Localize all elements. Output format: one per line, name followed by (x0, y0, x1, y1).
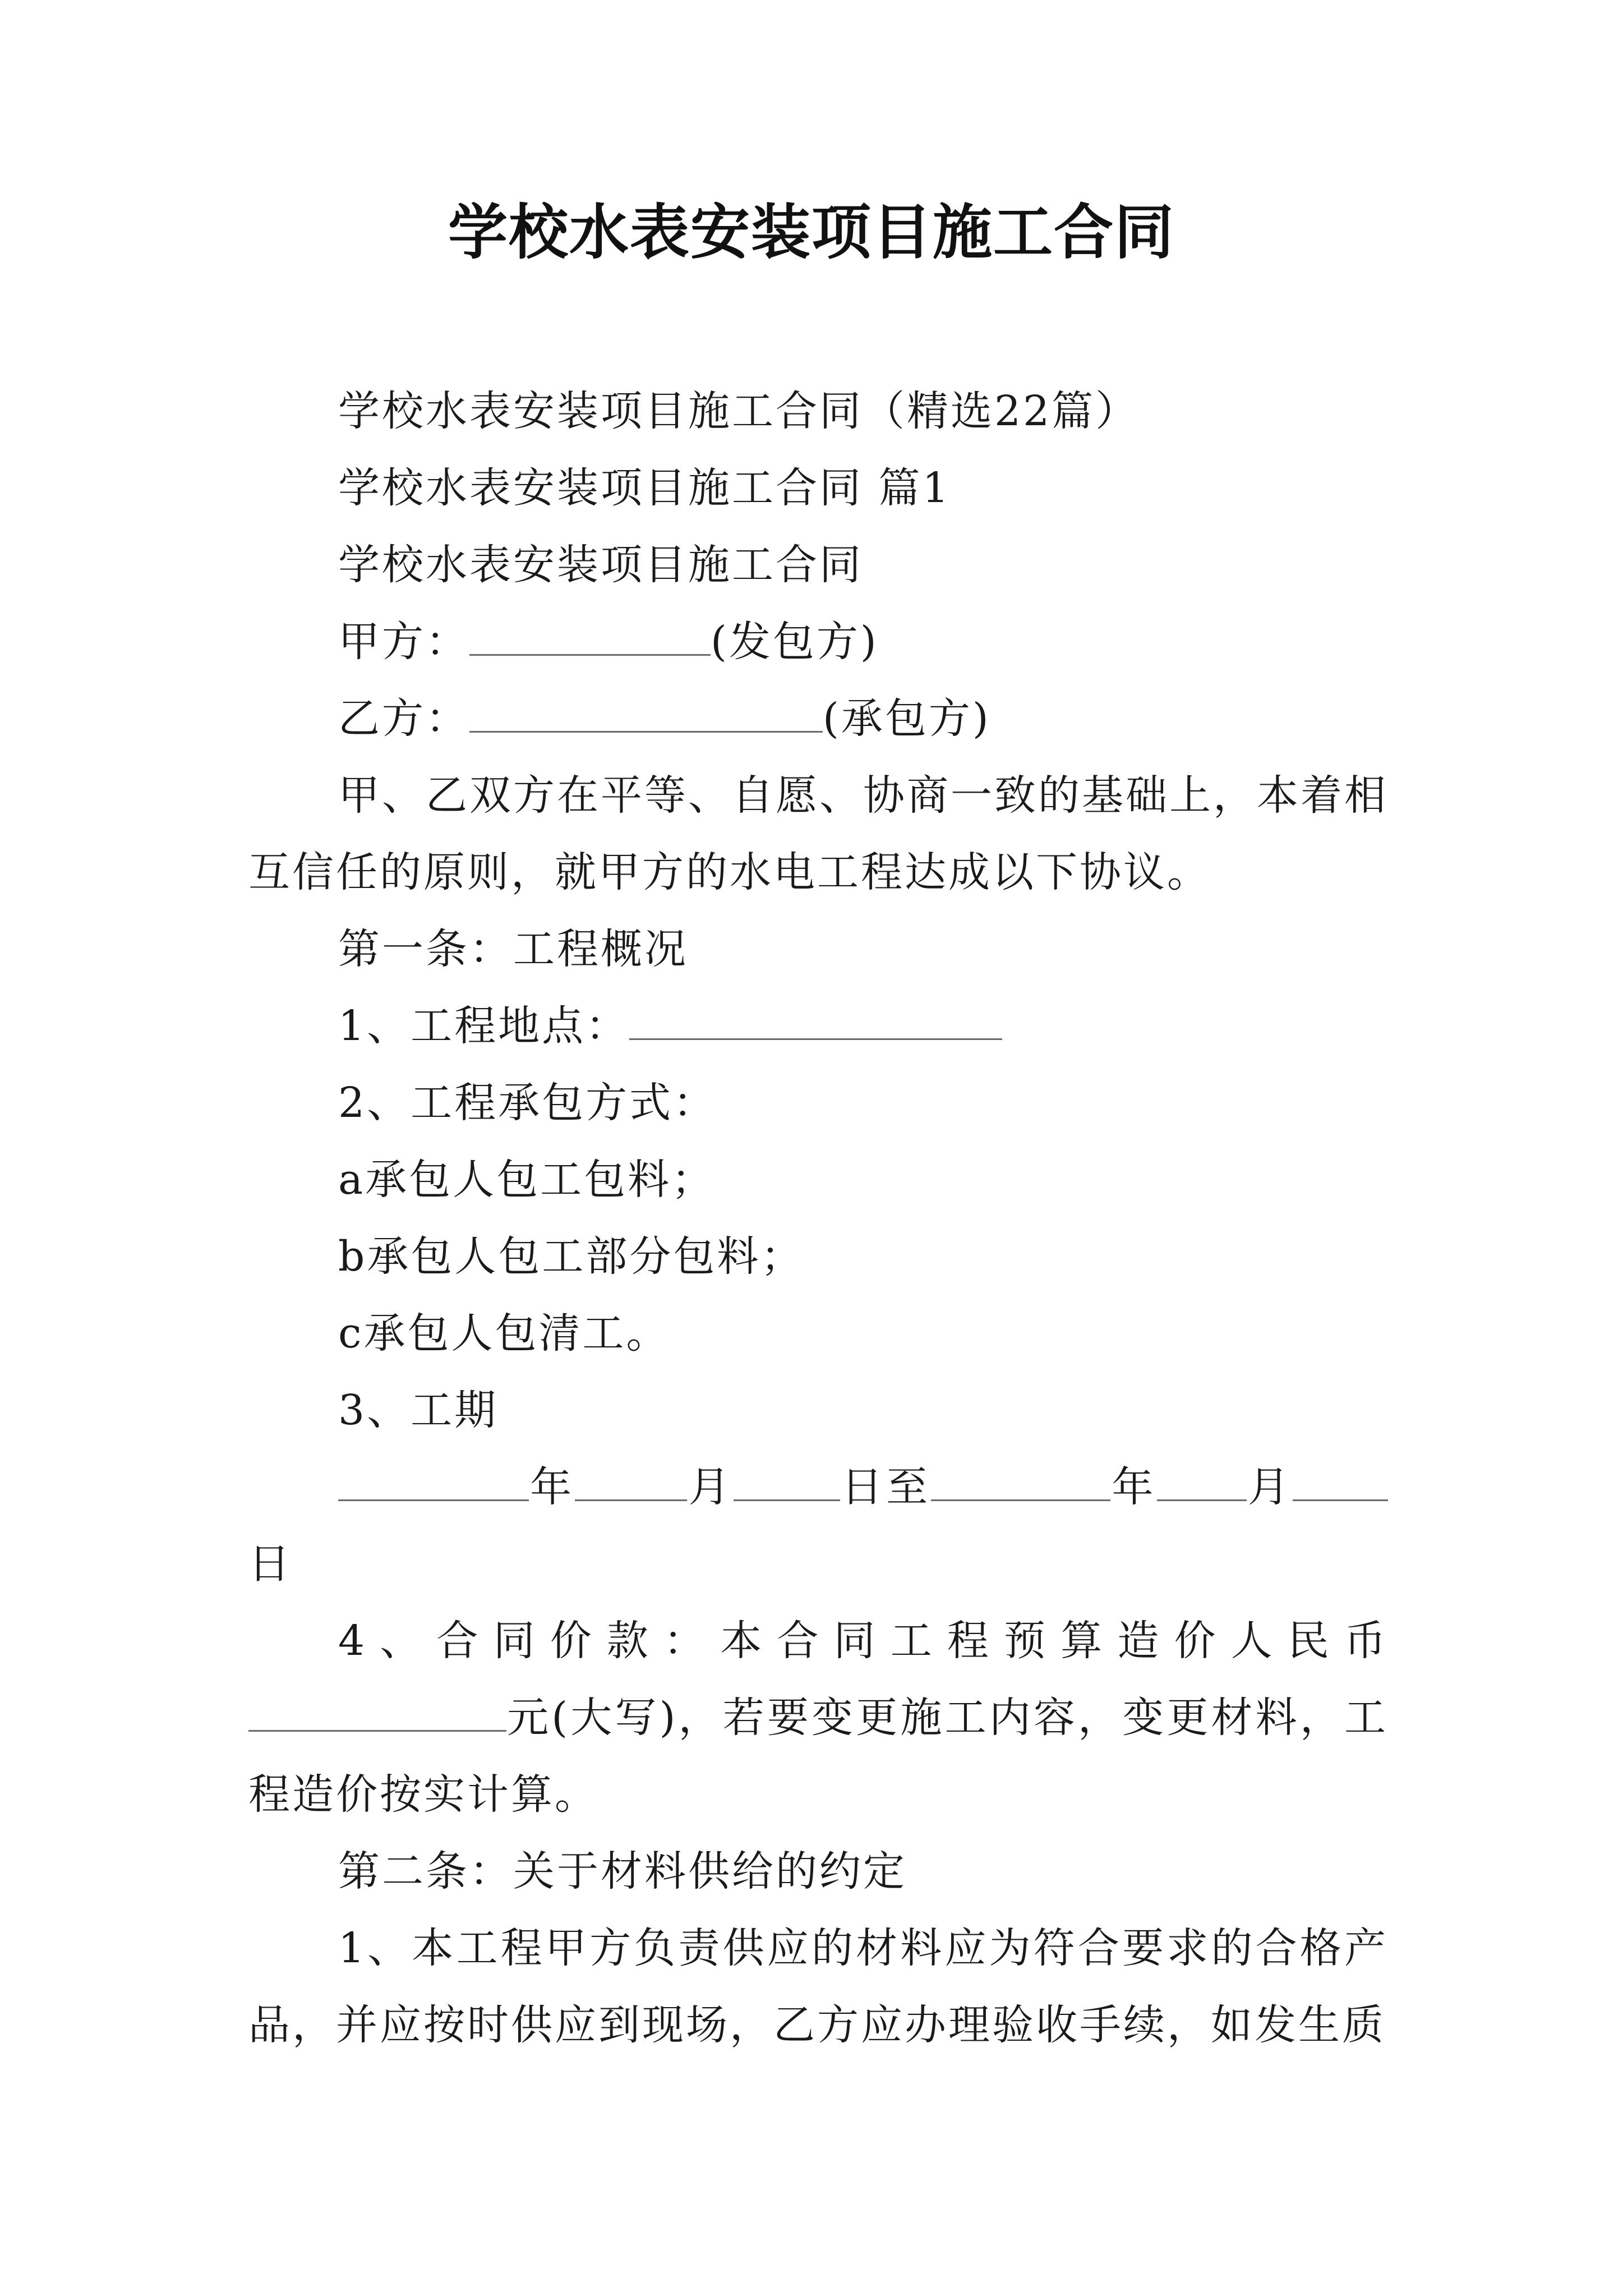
paragraph-option-b: b承包人包工部分包料； (338, 1232, 805, 1281)
paragraph-contract-price (248, 1603, 1388, 1833)
paragraph-schedule-heading: 3、工期 (338, 1386, 499, 1434)
start-day-blank (734, 1457, 840, 1501)
end-month-blank (1157, 1457, 1247, 1501)
paragraph-subtitle: 学校水表安装项目施工合同（精选22篇） (338, 387, 1140, 435)
end-day-blank (1293, 1457, 1388, 1501)
start-year-blank (338, 1457, 529, 1501)
party-b-label: 乙方： (338, 694, 469, 743)
end-year-blank (931, 1457, 1110, 1501)
paragraph-schedule-dates (248, 1449, 1388, 1526)
paragraph-contract-mode: 2、工程承包方式： (338, 1079, 717, 1127)
paragraph-article-1-heading: 第一条：工程概况 (338, 925, 688, 973)
document-body (248, 373, 1388, 2064)
paragraph-party-b (248, 680, 1388, 757)
party-a-label: 甲方： (338, 618, 469, 666)
party-b-role: (承包方) (823, 694, 991, 743)
paragraph-agreement-intro: 甲、乙双方在平等、自愿、协商一致的基础上，本着相互信任的原则，就甲方的水电工程达成以下协议。 (248, 771, 1388, 896)
party-a-role: (发包方) (711, 618, 879, 666)
party-b-blank (469, 688, 823, 733)
paragraph-option-a: a承包人包工包料； (338, 1156, 716, 1204)
contract-price-blank (248, 1687, 506, 1732)
project-location-blank (629, 996, 1002, 1040)
paragraph-article-2-heading: 第二条：关于材料供给的约定 (338, 1847, 907, 1895)
party-a-blank (469, 611, 711, 656)
paragraph-project-location (248, 988, 1388, 1065)
contract-price-text: 4、合同价款：本合同工程预算造价人民币 (338, 1617, 1388, 1665)
end-month-label: 月 (1246, 1463, 1293, 1511)
start-year-label: 年 (529, 1463, 575, 1511)
paragraph-contract-name: 学校水表安装项目施工合同 (338, 541, 863, 589)
project-location-label: 1、工程地点： (338, 1002, 630, 1050)
paragraph-section-heading: 学校水表安装项目施工合同 篇1 (338, 464, 951, 512)
contract-price-tail: 元(大写)，若要变更施工内容，变更材料，工程造价按实计算。 (248, 1694, 1388, 1819)
paragraph-schedule-day: 日 (248, 1540, 292, 1588)
start-month-blank (575, 1457, 687, 1501)
paragraph-material-supply: 1、本工程甲方负责供应的材料应为符合要求的合格产品，并应按时供应到现场，乙方应办理验收手续，如发生质 (248, 1924, 1388, 2049)
document-title: 学校水表安装项目施工合同 (448, 198, 1175, 267)
start-day-label: 日至 (840, 1463, 932, 1511)
end-year-label: 年 (1110, 1463, 1157, 1511)
paragraph-party-a (248, 604, 1388, 680)
start-month-label: 月 (687, 1463, 734, 1511)
paragraph-option-c: c承包人包清工。 (338, 1309, 670, 1358)
